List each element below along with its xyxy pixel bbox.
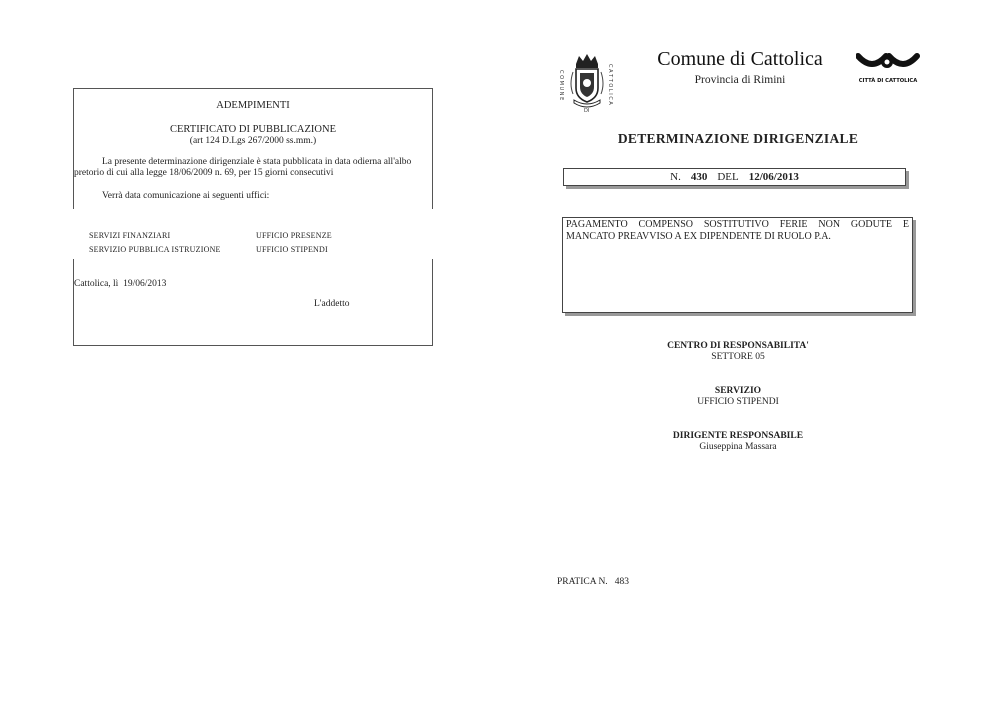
centro-responsabilita-value: SETTORE 05 <box>711 352 765 362</box>
servizio-label: SERVIZIO <box>714 386 762 396</box>
coat-of-arms-crest <box>557 50 617 114</box>
office-item: SERVIZIO PUBBLICA ISTRUZIONE <box>89 245 221 254</box>
determination-number: 430 <box>690 171 708 183</box>
document-type-heading: DETERMINAZIONE DIRIGENZIALE <box>617 131 859 146</box>
place-date: Cattolica, lì 19/06/2013 <box>74 279 167 289</box>
citta-di-cattolica-logo <box>856 52 920 86</box>
centro-responsabilita-label: CENTRO DI RESPONSABILITA' <box>667 341 809 351</box>
crest-text-right: C A T T O L I C A <box>607 64 613 105</box>
certificate-text-line-2: pretorio di cui alla legge 18/06/2009 n. 69, per 15 giorni consecutivi <box>74 168 334 178</box>
office-item: SERVIZI FINANZIARI <box>89 231 171 240</box>
object-box <box>562 217 913 313</box>
determination-date: 12/06/2013 <box>748 171 799 183</box>
certificate-reference: (art 124 D.Lgs 267/2000 ss.mm.) <box>189 136 317 146</box>
crest-text-left: C O M U N E <box>558 70 564 101</box>
dirigente-label: DIRIGENTE RESPONSABILE <box>672 431 804 441</box>
comune-title: Comune di Cattolica <box>657 48 823 70</box>
adempimenti-heading: ADEMPIMENTI <box>216 100 290 111</box>
dirigente-value: Giuseppina Massara <box>699 442 777 452</box>
communication-text: Verrà data comunicazione ai seguenti uffici: <box>102 191 270 201</box>
object-text: PAGAMENTO COMPENSO SOSTITUTIVO FERIE NON GODUTE E MANCATO PREAVVISO A EX DIPENDENTE DI RUOLO P.A. <box>566 219 909 242</box>
certificate-title: CERTIFICATO DI PUBBLICAZIONE <box>169 124 336 135</box>
border-gap-right <box>430 209 434 259</box>
crest-text-bottom: DI <box>584 108 590 114</box>
determination-number-box <box>563 168 906 186</box>
number-label: N. <box>670 171 681 183</box>
office-item: UFFICIO PRESENZE <box>256 231 332 240</box>
pratica-number: PRATICA N. 483 <box>557 577 630 587</box>
office-item: UFFICIO STIPENDI <box>256 245 328 254</box>
certificate-text-line-1: La presente determinazione dirigenziale è stata pubblicata in data odierna all'albo <box>102 157 412 167</box>
border-gap-left <box>72 209 76 259</box>
servizio-value: UFFICIO STIPENDI <box>697 397 779 407</box>
logo-caption: CITTÀ DI CATTOLICA <box>858 78 918 84</box>
signer-label: L'addetto <box>314 299 350 309</box>
provincia-subtitle: Provincia di Rimini <box>694 74 786 86</box>
date-label: DEL <box>717 171 739 183</box>
